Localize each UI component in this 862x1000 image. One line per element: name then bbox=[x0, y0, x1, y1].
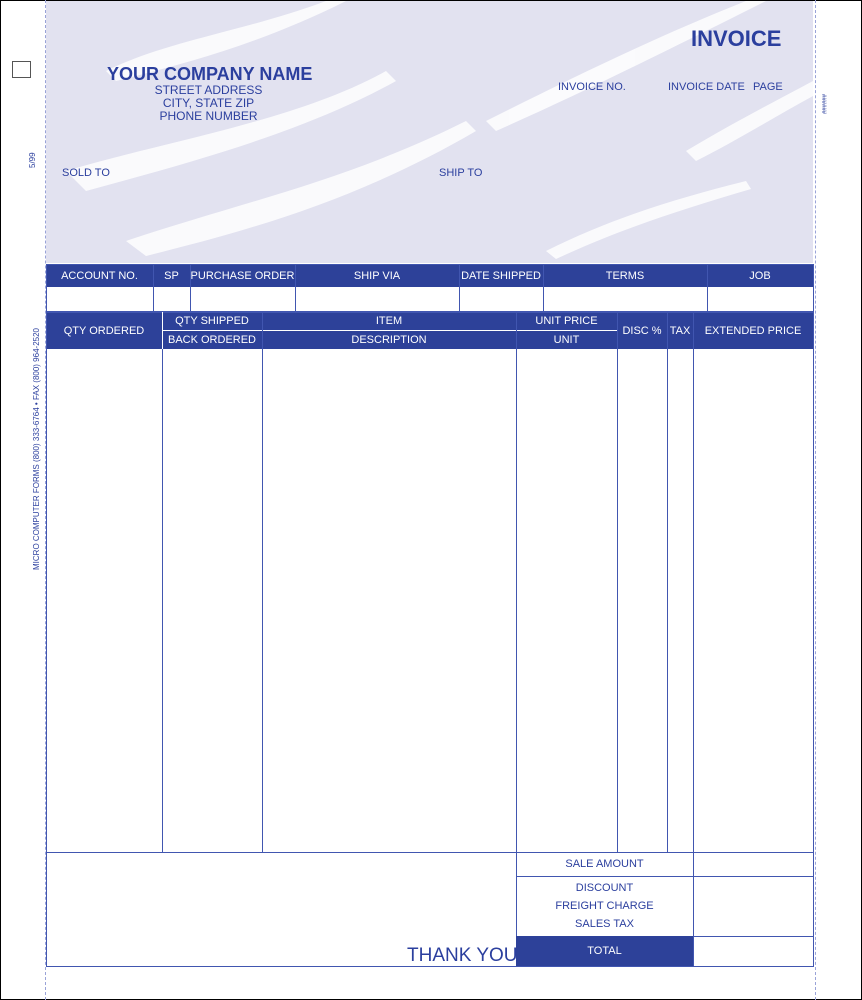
col-sp: SP bbox=[164, 269, 179, 282]
sold-to-label: SOLD TO bbox=[62, 167, 110, 179]
thank-you: THANK YOU bbox=[407, 945, 518, 966]
company-name: YOUR COMPANY NAME bbox=[107, 64, 313, 84]
ship-to-label: SHIP TO bbox=[439, 167, 483, 179]
col-terms: TERMS bbox=[605, 269, 645, 282]
col-extended-price: EXTENDED PRICE bbox=[704, 324, 802, 337]
col-ship-via: SHIP VIA bbox=[353, 269, 401, 282]
perforation-right bbox=[815, 0, 816, 1000]
col-unit-price: UNIT PRICE bbox=[535, 315, 598, 327]
invoice-title: INVOICE bbox=[691, 26, 782, 51]
side-code: ###### bbox=[820, 94, 826, 115]
info-table bbox=[46, 264, 814, 312]
col-date-shipped: DATE SHIPPED bbox=[461, 269, 541, 282]
total-label: TOTAL bbox=[516, 936, 693, 966]
sale-amount-label: SALE AMOUNT bbox=[565, 858, 644, 870]
col-unit: UNIT bbox=[553, 334, 580, 346]
col-qty-ordered: QTY ORDERED bbox=[63, 324, 145, 337]
col-back-ordered: BACK ORDERED bbox=[167, 334, 257, 346]
col-item: ITEM bbox=[375, 315, 403, 327]
page-label: PAGE bbox=[753, 81, 783, 93]
invoice-no-label: INVOICE NO. bbox=[558, 81, 626, 93]
company-city: CITY, STATE ZIP bbox=[162, 96, 255, 110]
col-account-no: ACCOUNT NO. bbox=[61, 269, 138, 282]
freight-label: FREIGHT CHARGE bbox=[555, 900, 654, 912]
invoice-date-label: INVOICE DATE bbox=[668, 81, 745, 93]
checkbox[interactable] bbox=[12, 61, 31, 78]
col-job: JOB bbox=[749, 269, 771, 282]
discount-label: DISCOUNT bbox=[575, 882, 634, 894]
col-qty-shipped: QTY SHIPPED bbox=[175, 315, 249, 327]
col-purchase-order: PURCHASE ORDER bbox=[190, 269, 295, 282]
sales-tax-label: SALES TAX bbox=[575, 918, 634, 930]
col-description: DESCRIPTION bbox=[351, 334, 427, 346]
company-street: STREET ADDRESS bbox=[154, 83, 263, 97]
company-phone: PHONE NUMBER bbox=[159, 109, 258, 123]
vendor-text: MICRO COMPUTER FORMS (800) 333-6764 • FAX (800) 964-2520 bbox=[32, 328, 41, 570]
date-code: 5/99 bbox=[28, 152, 37, 168]
col-tax: TAX bbox=[669, 324, 691, 337]
col-disc: DISC % bbox=[622, 324, 662, 337]
